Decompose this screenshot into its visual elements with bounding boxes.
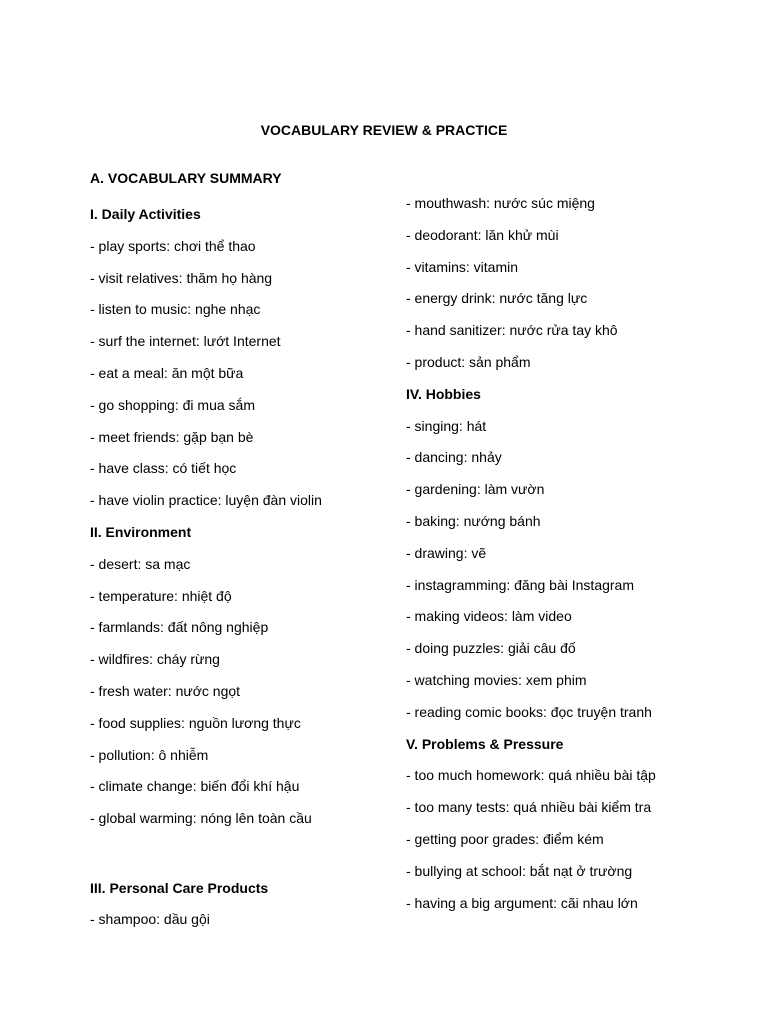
vocab-item: - too much homework: quá nhiều bài tập <box>406 767 656 784</box>
vocab-item: - reading comic books: đọc truyện tranh <box>406 703 652 720</box>
vocab-item: - too many tests: quá nhiều bài kiểm tra <box>406 799 652 816</box>
vocab-item: - hand sanitizer: nước rửa tay khô <box>406 322 618 339</box>
vocab-item: - have violin practice: luyện đàn violin <box>90 492 322 509</box>
vocab-item: - fresh water: nước ngọt <box>90 682 241 699</box>
vocab-item: - bullying at school: bắt nạt ở trường <box>406 862 633 879</box>
vocab-item: - mouthwash: nước súc miệng <box>406 195 595 211</box>
vocab-item: - dancing: nhảy <box>406 449 502 466</box>
vocab-item: - product: sản phẩm <box>406 353 531 370</box>
vocab-item: - climate change: biến đổi khí hậu <box>90 778 300 795</box>
section-a-title: A. VOCABULARY SUMMARY <box>90 170 282 186</box>
vocab-item: - surf the internet: lướt Internet <box>90 333 281 350</box>
vocab-item: - food supplies: nguồn lương thực <box>90 714 301 731</box>
vocab-item: - making videos: làm video <box>406 608 572 625</box>
vocab-item: - singing: hát <box>406 417 487 434</box>
vocab-item: - vitamins: vitamin <box>406 258 519 275</box>
left-column <box>90 205 322 942</box>
vocab-item: - desert: sa mạc <box>90 555 191 572</box>
vocab-item: - baking: nướng bánh <box>406 512 541 529</box>
vocab-item: - having a big argument: cãi nhau lớn <box>406 894 638 911</box>
document-title: VOCABULARY REVIEW & PRACTICE <box>260 122 508 138</box>
vocab-item: - energy drink: nước tăng lực <box>406 290 588 307</box>
spacer <box>90 841 322 879</box>
subsection-heading: II. Environment <box>90 523 192 540</box>
vocab-item: - temperature: nhiệt độ <box>90 587 232 604</box>
vocab-item: - instagramming: đăng bài Instagram <box>406 576 634 593</box>
vocab-item: - pollution: ô nhiễm <box>90 746 209 763</box>
vocab-item: - global warming: nóng lên toàn cầu <box>90 810 312 827</box>
vocab-item: - doing puzzles: giải câu đố <box>406 640 576 657</box>
vocab-item: - watching movies: xem phim <box>406 671 587 688</box>
vocab-item: - go shopping: đi mua sắm <box>90 396 255 413</box>
vocab-item: - deodorant: lăn khử mùi <box>406 226 559 243</box>
vocab-item: - listen to music: nghe nhạc <box>90 301 261 318</box>
vocab-item: - getting poor grades: điểm kém <box>406 830 604 847</box>
subsection-heading: IV. Hobbies <box>406 385 481 402</box>
subsection-heading: V. Problems & Pressure <box>406 735 564 752</box>
vocab-item: - have class: có tiết học <box>90 460 237 477</box>
vocab-item: - visit relatives: thăm họ hàng <box>90 269 273 286</box>
vocab-item: - gardening: làm vườn <box>406 481 545 498</box>
right-column <box>406 194 656 925</box>
subsection-heading: I. Daily Activities <box>90 206 201 222</box>
vocab-item: - meet friends: gặp bạn bè <box>90 428 254 445</box>
subsection-heading: III. Personal Care Products <box>90 879 269 896</box>
vocab-item: - eat a meal: ăn một bữa <box>90 364 244 381</box>
vocab-item: - drawing: vẽ <box>406 544 487 561</box>
vocab-item: - farmlands: đất nông nghiệp <box>90 619 269 636</box>
vocab-item: - wildfires: cháy rừng <box>90 651 220 668</box>
vocab-item: - shampoo: dầu gội <box>90 911 210 928</box>
vocab-item: - play sports: chơi thể thao <box>90 237 256 254</box>
